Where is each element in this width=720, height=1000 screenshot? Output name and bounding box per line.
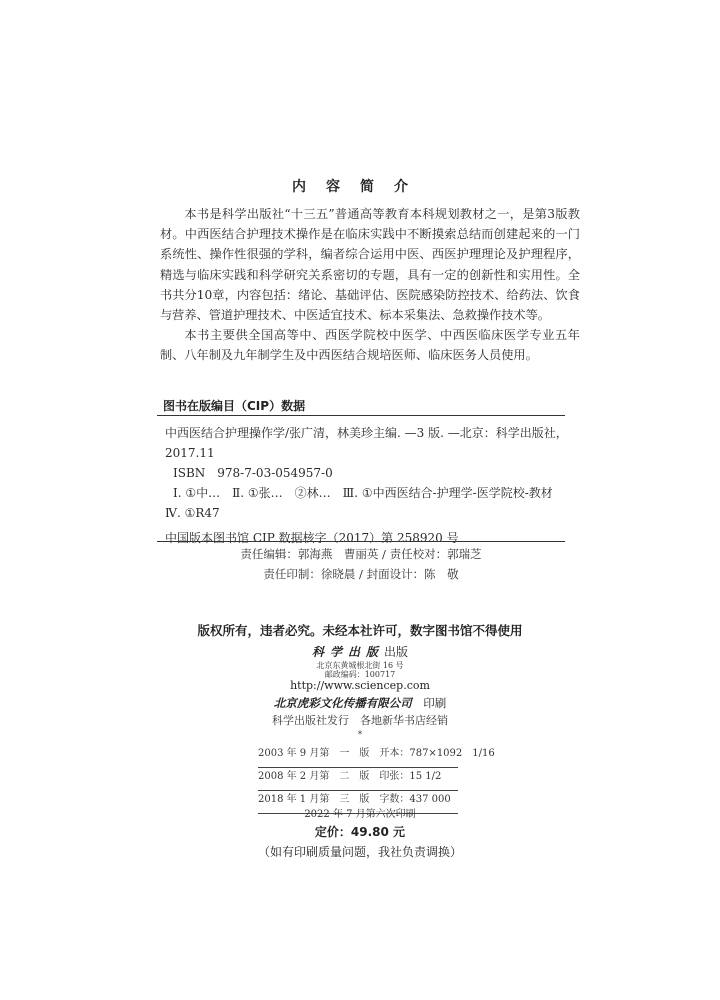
- publisher-url: http://www.sciencep.com: [290, 679, 430, 692]
- publisher-line: [0, 643, 720, 660]
- summary-text: [160, 204, 580, 366]
- printer-suffix: 印刷: [423, 696, 447, 710]
- reprint-line: 2022 年 7 月第六次印刷: [304, 809, 416, 820]
- summary-title: 内容简介: [292, 179, 428, 195]
- cip-record: [165, 418, 568, 548]
- publisher-suffix: 出版: [384, 645, 409, 659]
- cip-classification-2: Ⅳ. ①R47: [165, 506, 220, 520]
- separator-star: *: [358, 730, 362, 739]
- distribution-line: 科学出版社发行 各地新华书店经销: [272, 714, 448, 727]
- cip-isbn: ISBN 978-7-03-054957-0: [173, 466, 333, 480]
- price: 定价：49.80 元: [314, 825, 406, 839]
- cip-bibliographic-line: 中西医结合护理操作学/张广清，林美珍主编. —3 版. —北京：科学出版社，: [165, 426, 568, 440]
- cip-bottom-rule: [157, 541, 565, 542]
- copyright-notice: 版权所有，违者必究。未经本社许可，数字图书馆不得使用: [197, 623, 523, 638]
- edition-row: 2008 年 2 月第 二 版 印张：15 1/2: [258, 768, 458, 791]
- edition-table: [258, 745, 495, 814]
- editor-credits-line-1: 责任编辑：郭海燕 曹丽英 / 责任校对：郭瑞芝: [240, 547, 482, 561]
- cip-classification: Ⅰ. ①中… Ⅱ. ①张… ②林… Ⅲ. ①中西医结合-护理学-医学院校-教材: [173, 486, 553, 500]
- edition-row: 2018 年 1 月第 三 版 字数：437 000: [258, 791, 458, 814]
- cip-heading: 图书在版编目（CIP）数据: [163, 399, 306, 413]
- edition-row: 2003 年 9 月第 一 版 开本：787×1092 1/16: [258, 745, 458, 768]
- printer-line: [0, 695, 720, 711]
- cip-number: 中国版本图书馆 CIP 数据核字（2017）第 258920 号: [165, 531, 459, 545]
- summary-paragraph-1: 本书是科学出版社“十三五”普通高等教育本科规划教材之一，是第3版教材。中西医结合护理技术操作是在临床实践中不断摸索总结而创建起来的一门系统性、操作性很强的学科，编者综合运用中医、西医护理理论及护理程序，精选与临床实践和科学研究关系密切的专题，具有一定的创新性和实用性。全书共分10章，内容包括：绪论、基础评估、医院感染防控技术、给药法、饮食与营养、管道护理技术、中医适宜技术、标本采集法、急救操作技术等。: [160, 207, 580, 323]
- cip-date: 2017.11: [165, 446, 215, 460]
- publisher-address: 北京东黄城根北街 16 号: [316, 661, 404, 670]
- editor-credits-line-2: 责任印制：徐晓晨 / 封面设计：陈 敬: [263, 567, 459, 581]
- editor-credits: [157, 544, 565, 584]
- publisher-postcode: 邮政编码：100717: [324, 670, 396, 679]
- publisher-name: 科学出版: [311, 645, 384, 659]
- cip-top-rule: [157, 415, 565, 416]
- printer-name: 北京虎彩文化传播有限公司: [273, 696, 412, 710]
- summary-paragraph-2: 本书主要供全国高等中、西医学院校中医学、中西医临床医学专业五年制、八年制及九年制学生及中西医结合规培医师、临床医务人员使用。: [160, 328, 580, 363]
- quality-note: （如有印刷质量问题，我社负责调换）: [257, 845, 462, 859]
